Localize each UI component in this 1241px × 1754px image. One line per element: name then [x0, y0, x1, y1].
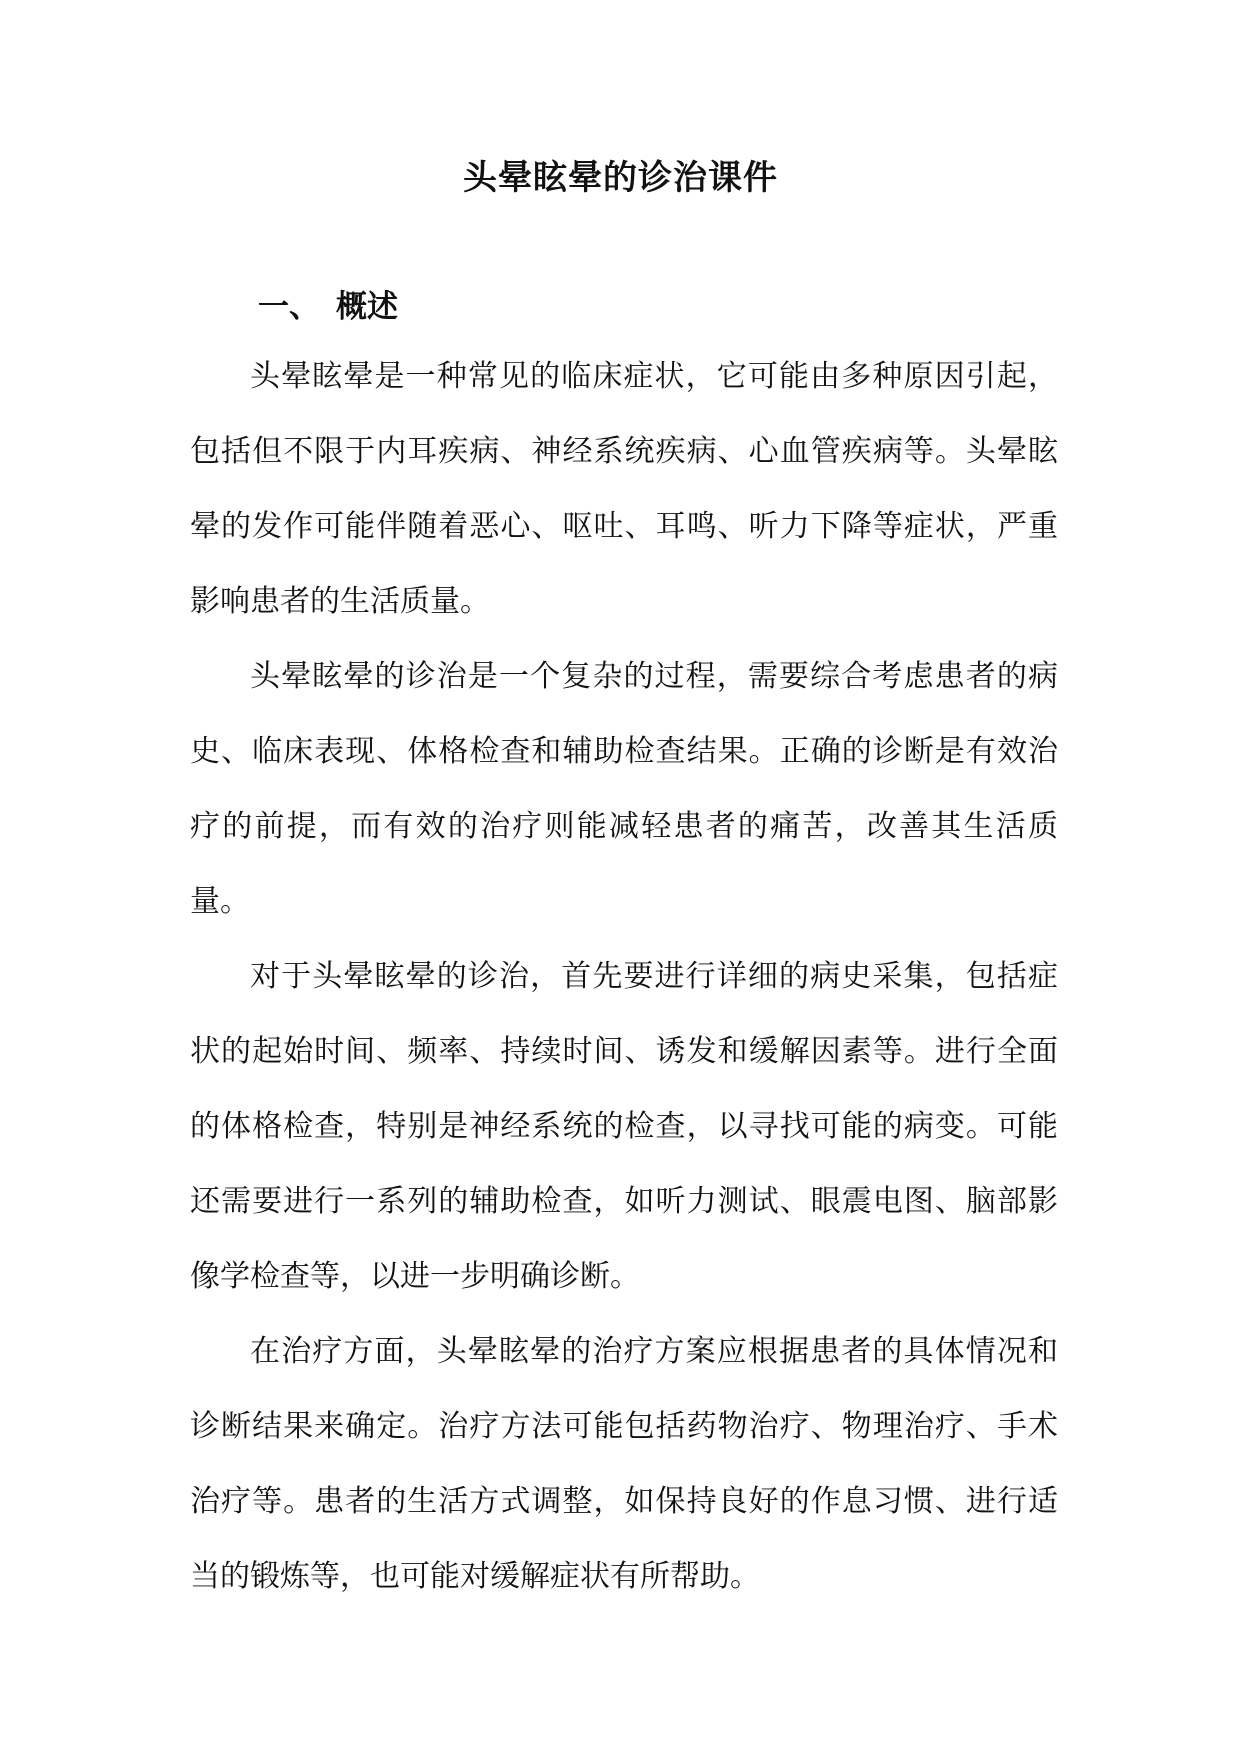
- paragraph-4: 在治疗方面，头晕眩晕的治疗方案应根据患者的具体情况和诊断结果来确定。治疗方法可能包括药物治疗、物理治疗、手术治疗等。患者的生活方式调整，如保持良好的作息习惯、进行适当的锻炼等，也可能对缓解症状有所帮助。: [190, 1334, 1058, 1594]
- section-number: 一、: [258, 289, 320, 325]
- body-text: [190, 339, 1058, 1614]
- document-title: 头晕眩晕的诊治课件: [463, 158, 778, 198]
- section-title: 概述: [336, 289, 398, 325]
- paragraph-2: 头晕眩晕的诊治是一个复杂的过程，需要综合考虑患者的病史、临床表现、体格检查和辅助检查结果。正确的诊断是有效治疗的前提，而有效的治疗则能减轻患者的痛苦，改善其生活质量。: [190, 659, 1058, 919]
- section-heading: [258, 281, 398, 326]
- paragraph-1: 头晕眩晕是一种常见的临床症状，它可能由多种原因引起，包括但不限于内耳疾病、神经系统疾病、心血管疾病等。头晕眩晕的发作可能伴随着恶心、呕吐、耳鸣、听力下降等症状，严重影响患者的生活质量。: [190, 359, 1058, 619]
- paragraph-3: 对于头晕眩晕的诊治，首先要进行详细的病史采集，包括症状的起始时间、频率、持续时间、诱发和缓解因素等。进行全面的体格检查，特别是神经系统的检查，以寻找可能的病变。可能还需要进行一系列的辅助检查，如听力测试、眼震电图、脑部影像学检查等，以进一步明确诊断。: [190, 959, 1058, 1294]
